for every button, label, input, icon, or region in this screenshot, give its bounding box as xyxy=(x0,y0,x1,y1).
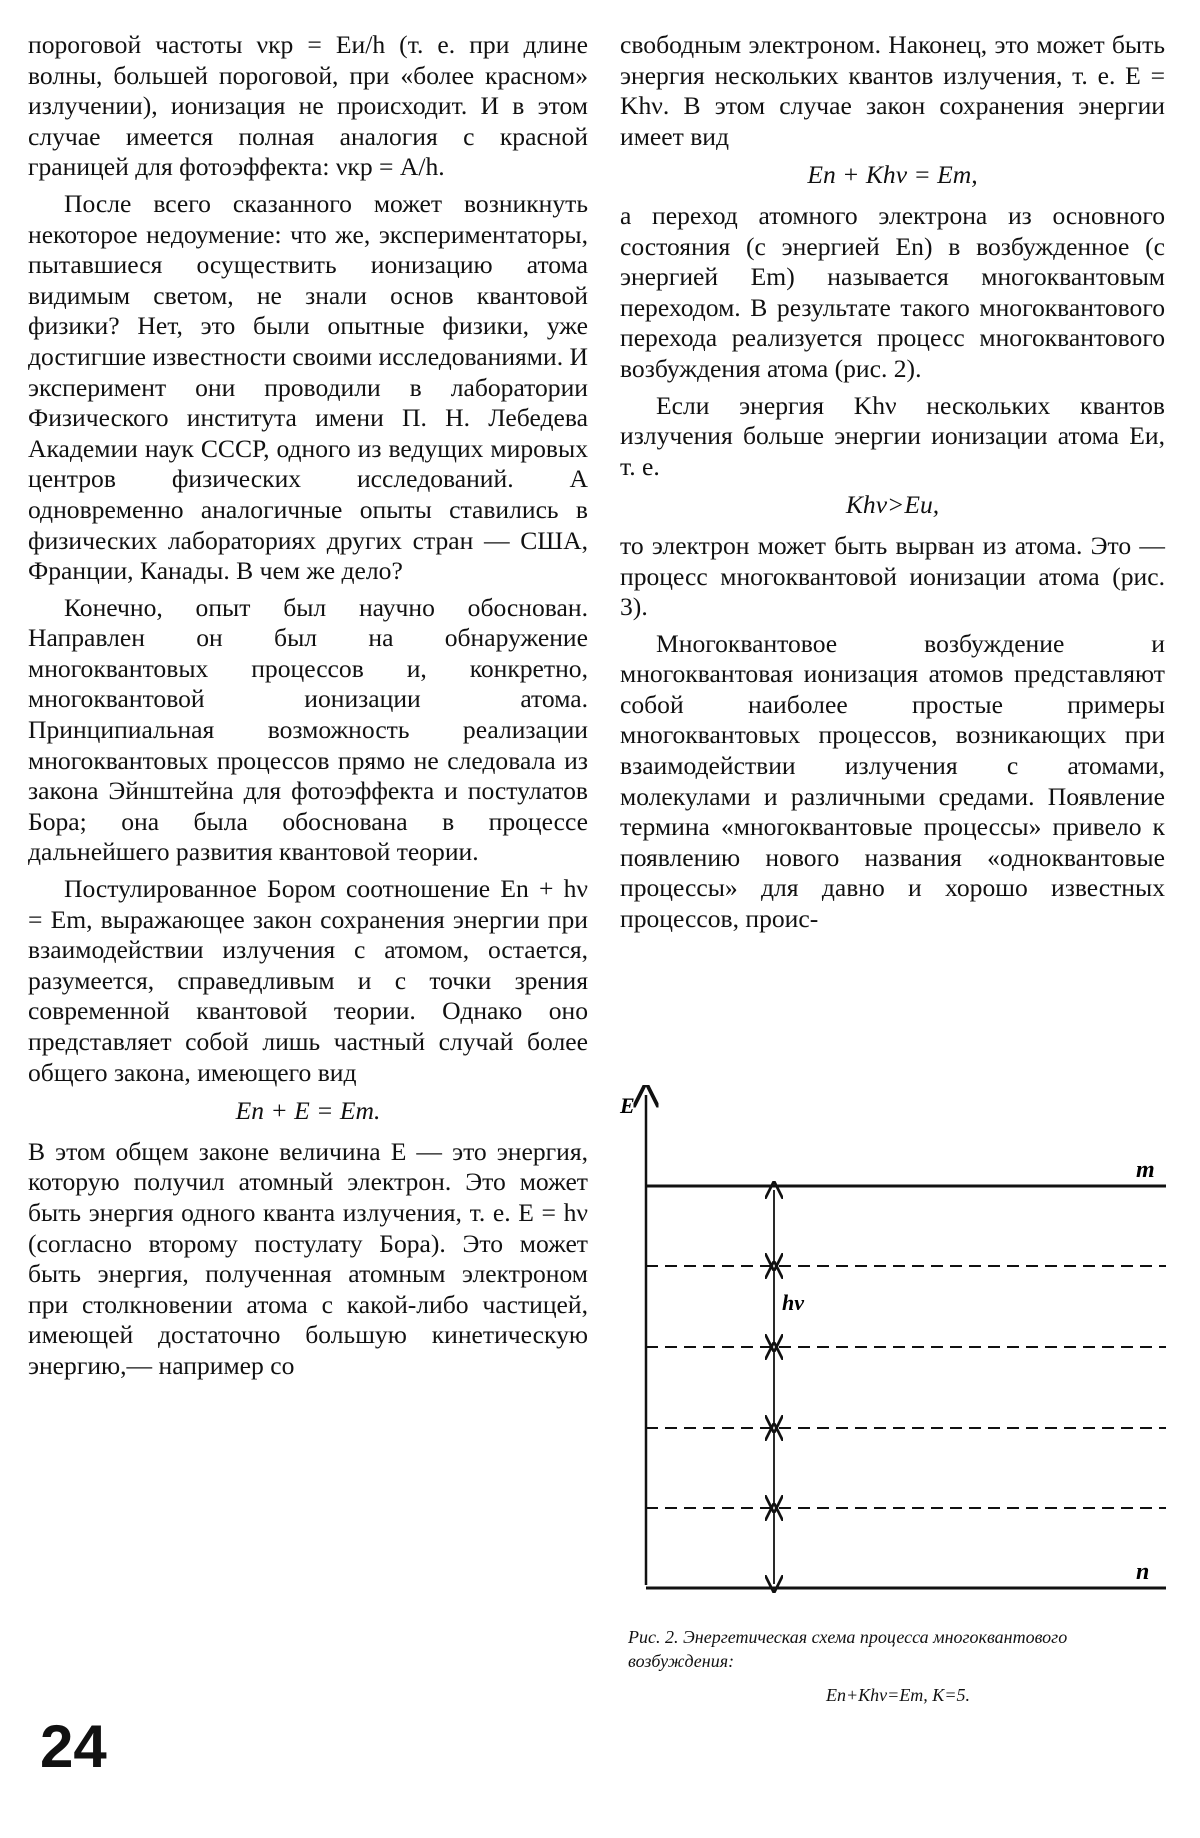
paragraph: Если энергия Khν нескольких квантов излучения больше энергии ионизации атома Еи, т. е. xyxy=(620,390,1165,481)
right-column xyxy=(620,30,1165,941)
caption-text: Рис. 2. Энергетическая схема процесса многоквантового возбуждения: xyxy=(628,1627,1068,1671)
figure-caption xyxy=(628,1625,1168,1707)
paragraph: Многоквантовое возбуждение и многоквантовая ионизация атомов представляют собой наиболее простые примеры многоквантовых процессов, возникающих при взаимодействии излучения с атомами, молекулами и различными средами. Появление термина «многоквантовые процессы» привело к появлению нового названия «одноквантовые процессы» для давно и хорошо известных процессов, проис- xyxy=(620,628,1165,934)
paragraph: В этом общем законе величина Е — это энергия, которую получил атомный электрон. Это может быть энергия одного кванта излучения, т. е. Е = hν (согласно второму постулату Бора). Это может быть энергия, полученная атомным электроном при столкновении атома с какой-либо частицей, имеющей достаточно большую кинетическую энергию,— например со xyxy=(28,1136,588,1380)
left-column xyxy=(28,30,588,1388)
formula: Еn + Khν = Еm, xyxy=(807,160,978,190)
photon-label: hν xyxy=(782,1290,804,1315)
paragraph: пороговой частоты νкр = Еи/h (т. е. при длине волны, большей пороговой, при «более красном» излучении), ионизация не происходит. И в этом случае имеется полная аналогия с красной границей для фотоэффекта: νкр = A/h. xyxy=(28,30,588,182)
formula: Еn + Е = Еm. xyxy=(235,1096,381,1126)
paragraph: то электрон может быть вырван из атома. Это — процесс многоквантовой ионизации атома (рис. 3). xyxy=(620,530,1165,622)
level-n-label: n xyxy=(1136,1559,1150,1585)
paragraph: свободным электроном. Наконец, это может быть энергия нескольких квантов излучения, т. е. Е = Khν. В этом случае закон сохранения энергии имеет вид xyxy=(620,30,1165,151)
paragraph: После всего сказанного может возникнуть некоторое недоумение: что же, экспериментаторы, пытавшиеся осуществить ионизацию атома видимым светом, не знали основ квантовой физики? Нет, это были опытные физики, уже достигшие известности своими исследованиями. И эксперимент они проводили в лаборатории Физического института имени П. Н. Лебедева Академии наук СССР, одного из ведущих мировых центров физических исследований. А одновременно аналогичные опыты ставились в физических лабораториях других стран — США, Франции, Канады. В чем же дело? xyxy=(28,188,588,586)
axis-label: E xyxy=(620,1093,635,1118)
paragraph: Постулированное Бором соотношение Еn + hν = Еm, выражающее закон сохранения энергии при взаимодействии излучения с атомом, остается, разумеется, справедливым и с точки зрения современной квантовой теории. Однако оно представляет собой лишь частный случай более общего закона, имеющего вид xyxy=(28,874,588,1087)
formula: Khν>Еи, xyxy=(845,490,940,520)
caption-formula: Еn+Khν=Еm, K=5. xyxy=(826,1685,970,1705)
energy-diagram xyxy=(618,1085,1170,1605)
page-number: 24 xyxy=(40,1713,107,1780)
paragraph: Конечно, опыт был научно обоснован. Направлен он был на обнаружение многоквантовых процессов и, конкретно, многоквантовой ионизации атома. Принципиальная возможность реализации многоквантовых процессов прямо не следовала из закона Эйнштейна для фотоэффекта и постулатов Бора; она была обоснована в процессе дальнейшего развития квантовой теории. xyxy=(28,592,588,867)
paragraph: а переход атомного электрона из основного состояния (с энергией Еn) в возбужденное (с энергией Еm) называется многоквантовым переходом. В результате такого многоквантового перехода реализуется процесс многоквантового возбуждения атома (рис. 2). xyxy=(620,200,1165,383)
level-m-label: m xyxy=(1136,1157,1155,1183)
